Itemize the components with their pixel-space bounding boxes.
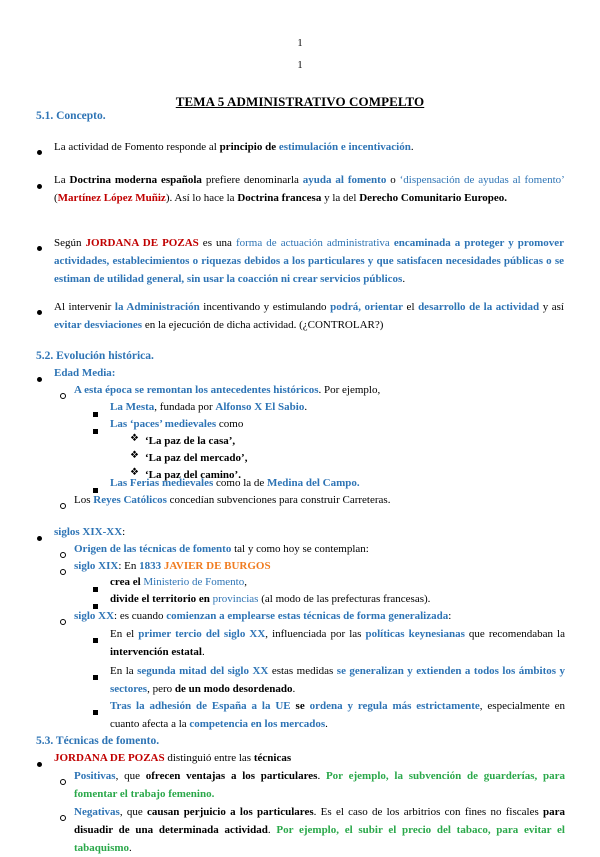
paragraph-concepto-1: La actividad de Fomento responde al principio de estimulación e incentivación. — [54, 141, 414, 153]
item-tecnicas-negativas: Negativas, que causan perjuicio a los particulares. Es el caso de los arbitrios con fines no fiscales para disuadir de una determinada actividad. Por ejemplo, el subir el precio del tabaco, para evitar el tabaquismo. — [74, 806, 566, 854]
item-crea-ministerio: crea el Ministerio de Fomento, — [110, 576, 247, 588]
diamond-bullet-icon: ❖ — [130, 450, 139, 461]
bullet-circle-icon — [60, 566, 66, 578]
paragraph-concepto-2: La Doctrina moderna española prefiere denominarla ayuda al fomento o ‘dispensación de ayudas al fomento’ (Martínez López Muñiz). Así lo hace la Doctrina francesa y la del Derecho Comunitario Europeo. — [54, 174, 565, 204]
section-heading-evolucion: 5.2. Evolución histórica. — [36, 350, 154, 362]
bullet-square-icon — [93, 408, 98, 420]
section-heading-concepto: 5.1. Concepto. — [36, 110, 106, 122]
item-mesta: La Mesta, fundada por Alfonso X El Sabio. — [110, 401, 308, 413]
item-divide-territorio: divide el territorio en provincias (al modo de las prefecturas francesas). — [110, 593, 431, 605]
item-segunda-mitad: En la segunda mitad del siglo XX estas medidas se generalizan y extienden a todos los ámbitos y sectores, pero de un modo desordenado. — [110, 665, 565, 695]
bullet-circle-icon — [60, 776, 66, 788]
item-siglo-xx: siglo XX: es cuando comienzan a emplearse estas técnicas de forma generalizada: — [74, 610, 452, 622]
bullet-square-icon — [93, 634, 98, 646]
bullet-circle-icon — [60, 812, 66, 824]
item-primer-tercio: En el primer tercio del siglo XX, influenciada por las políticas keynesianas que recomendaban la intervención estatal. — [110, 628, 565, 658]
bullet-square-icon — [93, 671, 98, 683]
paragraph-concepto-3: Según JORDANA DE POZAS es una forma de actuación administrativa encaminada a proteger y promover actividades, establecimientos o riquezas debidos a los particulares y que satisfacen necesidades públicas o se estiman de utilidad general, sin usar la coacción ni crear servicios públicos. — [54, 237, 565, 285]
edad-media-item-1: A esta época se remontan los antecedentes históricos. Por ejemplo, — [74, 384, 381, 396]
item-tecnicas-positivas: Positivas, que ofrecen ventajas a los particulares. Por ejemplo, la subvención de guarderías, para fomentar el trabajo femenino. — [74, 770, 566, 800]
bullet-dot-icon — [37, 758, 42, 770]
item-origen: Origen de las técnicas de fomento tal y como hoy se contemplan: — [74, 543, 369, 555]
bullet-dot-icon — [37, 180, 42, 192]
item-paz-casa: ‘La paz de la casa’, — [145, 435, 236, 447]
diamond-bullet-icon: ❖ — [130, 433, 139, 444]
diamond-bullet-icon: ❖ — [130, 467, 139, 478]
bullet-square-icon — [93, 706, 98, 718]
edad-media-label: Edad Media: — [54, 367, 116, 379]
section-heading-tecnicas: 5.3. Técnicas de fomento. — [36, 735, 160, 747]
bullet-square-icon — [93, 583, 98, 595]
item-ferias: Las Ferias medievales como la de Medina del Campo. — [110, 477, 360, 489]
bullet-dot-icon — [37, 373, 42, 385]
bullet-square-icon — [93, 425, 98, 437]
bullet-dot-icon — [37, 146, 42, 158]
item-paz-mercado: ‘La paz del mercado’, — [145, 452, 248, 464]
item-jordana-tecnicas: JORDANA DE POZAS distinguió entre las técnicas — [54, 752, 292, 764]
bullet-dot-icon — [37, 306, 42, 318]
bullet-circle-icon — [60, 500, 66, 512]
bullet-circle-icon — [60, 549, 66, 561]
paragraph-concepto-4: Al intervenir la Administración incentivando y estimulando podrá, orientar el desarrollo de la actividad y así evitar desviaciones en la ejecución de dicha actividad. (¿CONTROLAR?) — [54, 301, 564, 331]
bullet-circle-icon — [60, 390, 66, 402]
item-siglo-xix: siglo XIX: En 1833 JAVIER DE BURGOS — [74, 560, 271, 572]
bullet-dot-icon — [37, 242, 42, 254]
siglos-label: siglos XIX-XX: — [54, 526, 126, 538]
item-reyes-catolicos: Los Reyes Católicos concedían subvenciones para construir Carreteras. — [74, 494, 391, 506]
bullet-dot-icon — [37, 532, 42, 544]
item-adhesion-ue: Tras la adhesión de España a la UE se ordena y regula más estrictamente, especialmente en cuanto afecta a la competencia en los mercados. — [110, 700, 565, 730]
item-paces: Las ‘paces’ medievales como — [110, 418, 244, 430]
item-paz-camino: ‘La paz del camino’. — [145, 469, 241, 481]
page-number-top: 1 — [297, 38, 303, 49]
page-number-second: 1 — [297, 60, 303, 71]
document-title: TEMA 5 ADMINISTRATIVO COMPELTO — [175, 94, 425, 109]
bullet-circle-icon — [60, 616, 66, 628]
